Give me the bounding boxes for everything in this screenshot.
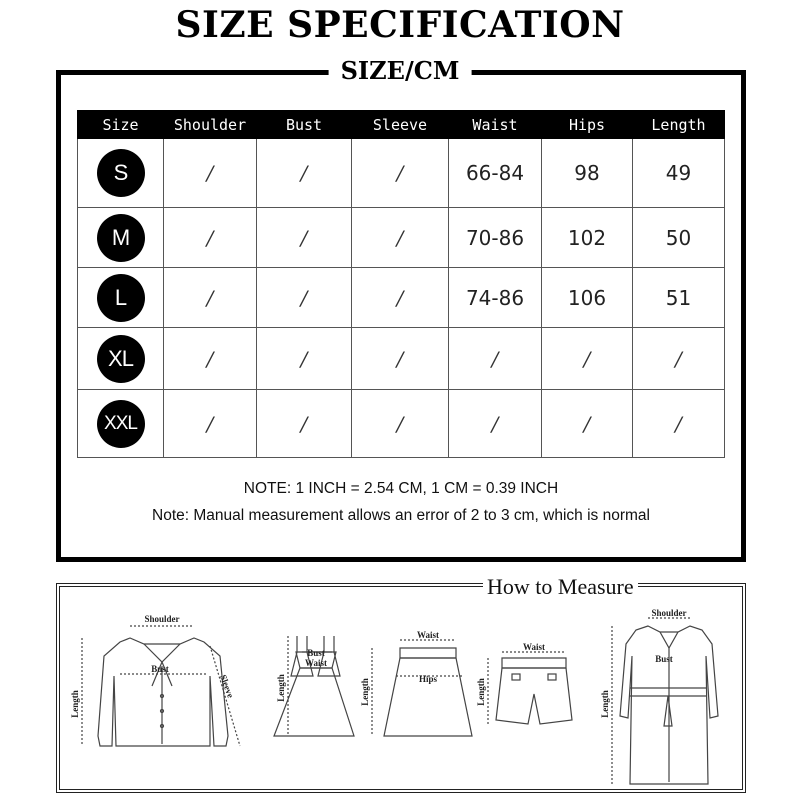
how-to-measure-title: How to Measure	[483, 574, 638, 600]
length-label-dress: Length	[276, 674, 286, 702]
size-badge: S	[97, 149, 145, 197]
header-waist: Waist	[449, 111, 542, 139]
table-cell: /	[164, 328, 257, 390]
table-cell: /	[449, 390, 542, 458]
table-cell: 66-84	[449, 139, 542, 208]
page-title: SIZE SPECIFICATION	[175, 4, 625, 46]
table-cell: /	[542, 328, 633, 390]
measurement-diagrams	[60, 596, 740, 790]
table-cell: /	[352, 268, 449, 328]
shoulder-label-coat: Shoulder	[651, 608, 687, 618]
table-cell: 49	[633, 139, 725, 208]
length-label-shorts: Length	[476, 678, 486, 706]
table-cell: /	[449, 328, 542, 390]
hips-label: Hips	[418, 674, 438, 684]
error-note: Note: Manual measurement allows an error of 2 to 3 cm, which is normal	[152, 507, 650, 524]
header-hips: Hips	[542, 111, 633, 139]
size-badge: M	[97, 214, 145, 262]
waist-label-skirt: Waist	[416, 630, 440, 640]
table-cell: 102	[542, 208, 633, 268]
bust-label-dress: Bust	[307, 648, 325, 658]
blouse-diagram	[82, 626, 240, 746]
header-size: Size	[78, 111, 164, 139]
header-bust: Bust	[257, 111, 352, 139]
table-cell: /	[257, 208, 352, 268]
bust-label-coat: Bust	[655, 654, 673, 664]
table-cell: 50	[633, 208, 725, 268]
table-cell: 106	[542, 268, 633, 328]
waist-label-dress: Waist	[304, 658, 328, 668]
table-cell: 98	[542, 139, 633, 208]
shorts-diagram	[488, 652, 572, 724]
table-cell: /	[164, 268, 257, 328]
table-cell: /	[352, 390, 449, 458]
table-cell: /	[257, 268, 352, 328]
length-label-skirt: Length	[360, 678, 370, 706]
table-cell: 74-86	[449, 268, 542, 328]
table-row	[78, 268, 725, 328]
table-row	[78, 208, 725, 268]
header-length: Length	[633, 111, 725, 139]
length-label-coat: Length	[600, 690, 610, 718]
size-badge: XXL	[97, 400, 145, 448]
table-cell: /	[164, 390, 257, 458]
table-cell: /	[633, 390, 725, 458]
sleeve-label: Sleeve	[218, 673, 236, 700]
table-cell: /	[257, 328, 352, 390]
table-cell: /	[352, 328, 449, 390]
conversion-note: NOTE: 1 INCH = 2.54 CM, 1 CM = 0.39 INCH	[243, 480, 559, 497]
length-label-blouse: Length	[70, 690, 80, 718]
size-table	[77, 110, 725, 458]
table-cell: 51	[633, 268, 725, 328]
skirt-diagram	[372, 640, 472, 736]
waist-label-shorts: Waist	[522, 642, 546, 652]
table-cell: /	[542, 390, 633, 458]
table-cell: /	[257, 139, 352, 208]
table-cell: /	[164, 139, 257, 208]
size-badge: L	[97, 274, 145, 322]
header-shoulder: Shoulder	[164, 111, 257, 139]
table-header-row	[78, 111, 725, 139]
table-row	[78, 390, 725, 458]
header-sleeve: Sleeve	[352, 111, 449, 139]
unit-label: SIZE/CM	[329, 56, 472, 86]
table-row	[78, 328, 725, 390]
table-row	[78, 139, 725, 208]
size-badge: XL	[97, 335, 145, 383]
table-cell: /	[352, 208, 449, 268]
table-cell: /	[633, 328, 725, 390]
table-cell: /	[164, 208, 257, 268]
table-cell: /	[257, 390, 352, 458]
bust-label: Bust	[151, 664, 169, 674]
table-cell: /	[352, 139, 449, 208]
shoulder-label: Shoulder	[144, 614, 180, 624]
table-cell: 70-86	[449, 208, 542, 268]
coat-diagram	[612, 618, 718, 784]
